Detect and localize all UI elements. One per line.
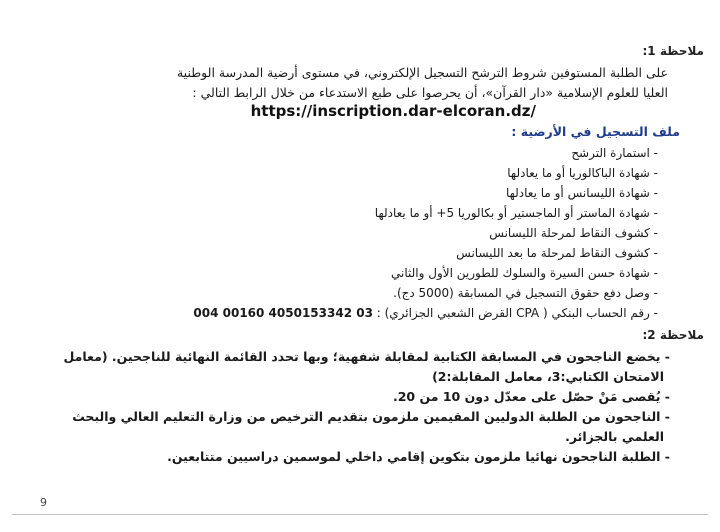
file-item-3: - شهادة الليسانس أو ما يعادلها xyxy=(505,186,658,200)
file-item-2: - شهادة الباكالوريا أو ما يعادلها xyxy=(507,166,658,180)
file-item-7: - شهادة حسن السيرة والسلوك للطورين الأول والثاني xyxy=(391,266,658,280)
file-item-1: - استمارة الترشح xyxy=(571,146,658,160)
note-2-line-2: الامتحان الكتابي:3، معامل المقابلة:2) xyxy=(432,369,664,384)
note-2-line-1: - يخضع الناجحون في المسابقة الكتابية لمقابلة شفهية؛ وبها تحدد القائمة النهائية للناجحين. (معامل xyxy=(63,349,670,364)
note-2-line-5: العلمي بالجزائر. xyxy=(565,429,664,444)
footer-divider xyxy=(12,514,708,515)
note-2-title: ملاحظة 2: xyxy=(642,328,704,342)
file-section-heading: ملف التسجيل في الأرضية : xyxy=(511,124,680,139)
note-2-line-3: - يُقصى مَنْ حصّل على معدّل دون 10 من 20. xyxy=(392,389,670,404)
bank-account-number: 004 00160 4050153342 03 xyxy=(193,306,373,320)
note-1-title: ملاحظة 1: xyxy=(642,44,704,58)
note-2-line-6: - الطلبة الناجحون نهائيا ملزمون بتكوين إقامي داخلي لموسمين دراسيين متتابعين. xyxy=(167,449,670,464)
bank-account-label: - رقم الحساب البنكي ( CPA القرض الشعبي الجزائري) : xyxy=(376,306,658,320)
file-item-6: - كشوف النقاط لمرحلة ما بعد الليسانس xyxy=(456,246,658,260)
file-item-4: - شهادة الماستر أو الماجستير أو بكالوريا 5+ أو ما يعادلها xyxy=(374,206,658,220)
note-1-line-2: العليا للعلوم الإسلامية «دار القرآن»، أن يحرصوا على طبع الاستدعاء من خلال الرابط التالي : xyxy=(192,85,668,100)
note-2-line-4: - الناجحون من الطلبة الدوليين المقيمين ملزمون بتقديم الترخيص من وزارة التعليم العالي والبحث xyxy=(72,409,670,424)
registration-link[interactable]: https://inscription.dar-elcoran.dz/ xyxy=(250,102,536,120)
page-number: 9 xyxy=(40,496,47,509)
file-item-8: - وصل دفع حقوق التسجيل في المسابقة (5000 دج). xyxy=(393,286,658,300)
note-1-line-1: على الطلبة المستوفين شروط الترشح التسجيل الإلكتروني، في مستوى أرضية المدرسة الوطنية xyxy=(176,65,668,80)
file-item-5: - كشوف النقاط لمرحلة الليسانس xyxy=(489,226,658,240)
bank-account-line xyxy=(187,304,658,322)
